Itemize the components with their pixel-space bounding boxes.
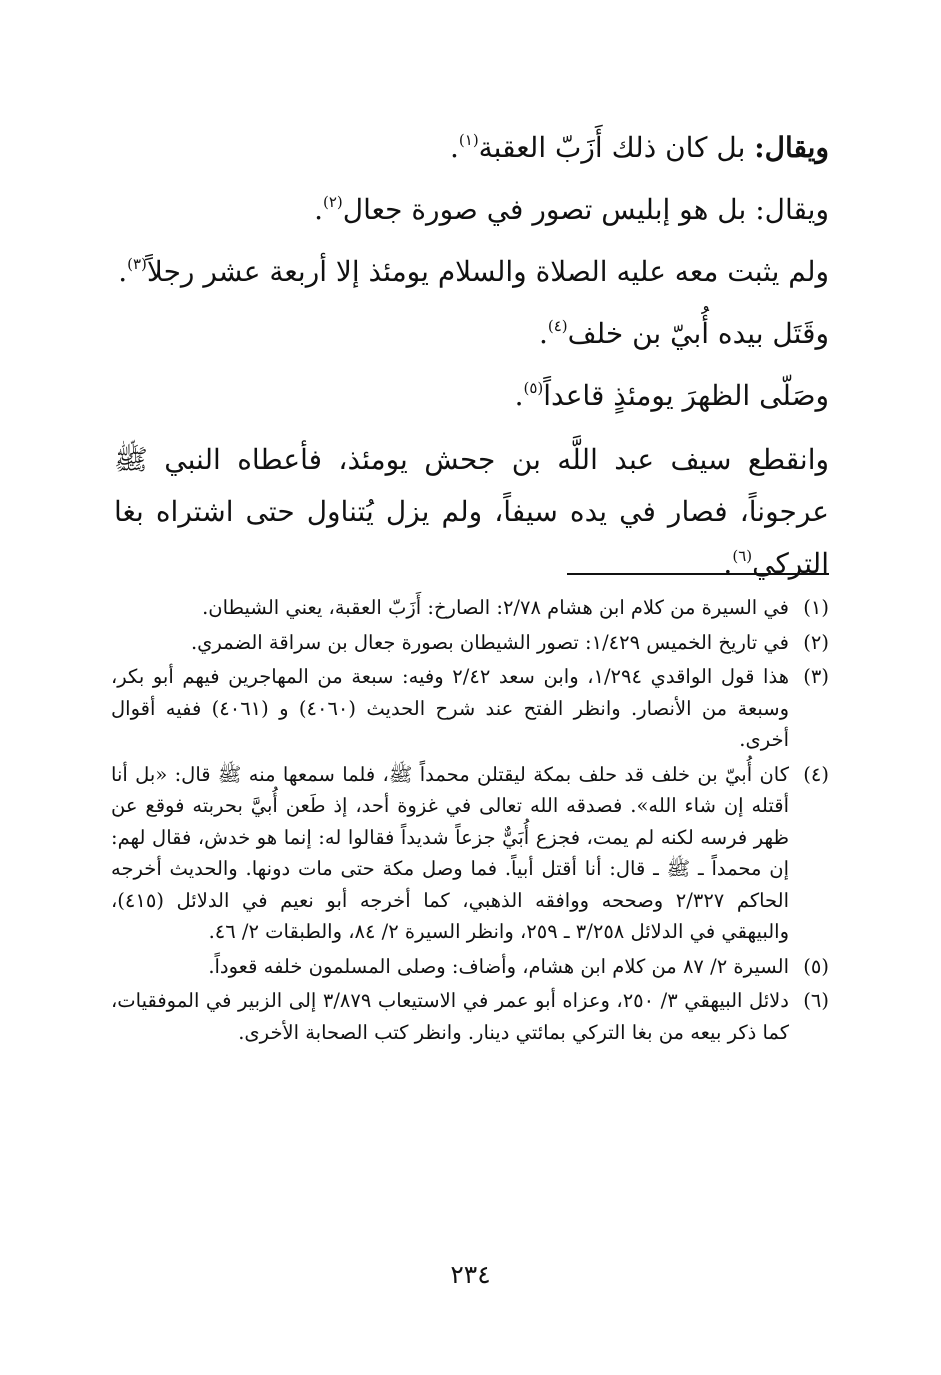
footnote-1 [111, 592, 829, 624]
footnote-6 [111, 985, 829, 1048]
paragraph-text: ولم يثبت معه عليه الصلاة والسلام يومئذ إلا أربعة عشر رجلاً [146, 255, 829, 288]
paragraph-end: . [118, 255, 128, 288]
footnote-text: السيرة ٢/ ٨٧ من كلام ابن هشام، وأضاف: وصلى المسلمون خلفه قعوداً. [208, 954, 789, 978]
footnote-text: دلائل البيهقي ٣/ ٢٥٠، وعزاه أبو عمر في الاستيعاب ٣/٨٧٩ إلى الزبير في الموفقيات، كما ذكر بيعه من بغا التركي بمائتي دينار. وانظر كتب الصحابة الأخرى. [111, 989, 789, 1044]
footnote-marker: (٦) [732, 546, 753, 565]
paragraph-3 [114, 242, 829, 304]
paragraph-5 [114, 366, 829, 428]
footnote-marker: (٣) [127, 254, 147, 273]
footnote-5 [111, 951, 829, 983]
footnote-marker: (٢) [323, 192, 343, 211]
footnote-marker: (٥) [523, 378, 544, 397]
footnote-3 [111, 661, 829, 756]
paragraph-4 [114, 304, 829, 366]
footnote-number: (٣) [803, 665, 829, 688]
paragraph-text: بل كان ذلك أَزَبّ العقبة [478, 131, 755, 164]
footnote-number: (٢) [803, 630, 829, 654]
paragraph-text: وانقطع سيف عبد اللَّه بن جحش يومئذ، فأعطاه النبي ﷺ عرجوناً، فصار في يده سيفاً، ولم يزل يُتناول حتى اشتراه بغا التركي [114, 443, 829, 580]
paragraph-end: . [514, 379, 524, 412]
footnote-text: كان أُبيّ بن خلف قد حلف بمكة ليقتلن محمداً ﷺ، فلما سمعها منه ﷺ قال: «بل أنا أقتله إن شاء الله». فصدقه الله تعالى في غزوة أحد، إذ طَعن أُبيَّ بحربته فوقع عن ظهر فرسه لكنه لم يمت، فجزع أُبَيٌّ جزعاً شديداً فقالوا له: إنما هو خدش، فقال لهم: إن محمداً ـ ﷺ ـ قال: أنا أقتل أبياً. فما وصل مكة حتى مات دونها. والحديث أخرجه الحاكم ٢/٣٢٧ وصححه ووافقه الذهبي، كما أخرجه أبو نعيم في الدلائل (٤١٥)، والبيهقي في الدلائل ٣/٢٥٨ ـ ٢٥٩، وانظر السيرة ٢/ ٨٤، والطبقات ٢/ ٤٦. [111, 762, 789, 943]
footnote-divider [567, 573, 829, 575]
footnote-number: (٦) [803, 989, 829, 1012]
footnote-2 [111, 627, 829, 659]
footnote-text: هذا قول الواقدي ١/٢٩٤، وابن سعد ٢/٤٢ وفيه: سبعة من المهاجرين فيهم أبو بكر، وسبعة من الأنصار. وانظر الفتح عند شرح الحديث (٤٠٦٠) و (٤٠٦١) ففيه أقوال أخرى. [111, 665, 789, 751]
paragraph-end: . [538, 317, 548, 350]
paragraph-end: . [314, 193, 323, 226]
footnote-marker: (١) [458, 130, 479, 149]
footnote-text: في السيرة من كلام ابن هشام ٢/٧٨: الصارخ: أَزَبّ العقبة، يعني الشيطان. [202, 596, 789, 619]
paragraph-text: ويقال: بل هو إبليس تصور في صورة جعال [342, 193, 829, 226]
paragraph-text: وصَلّى الظهرَ يومئذٍ قاعداً [543, 379, 829, 412]
footnote-marker: (٤) [547, 316, 568, 335]
paragraph-1 [114, 118, 829, 180]
paragraph-lead: ويقال: [754, 131, 829, 164]
paragraph-end: . [723, 547, 733, 580]
paragraph-6 [114, 434, 829, 590]
footnote-text: في تاريخ الخميس ١/٤٢٩: تصور الشيطان بصورة جعال بن سراقة الضمري. [190, 630, 789, 654]
paragraph-end: . [449, 131, 459, 164]
paragraph-2 [114, 180, 829, 242]
main-text [114, 118, 829, 590]
paragraph-text: وقَتَل بيده أُبيّ بن خلف [567, 317, 829, 350]
footnote-number: (٥) [803, 954, 829, 978]
footnote-4 [111, 759, 829, 948]
page-number: ٢٣٤ [450, 1260, 491, 1289]
footnote-number: (١) [803, 596, 829, 619]
footnote-number: (٤) [803, 762, 829, 786]
footnotes-section [111, 592, 829, 1051]
